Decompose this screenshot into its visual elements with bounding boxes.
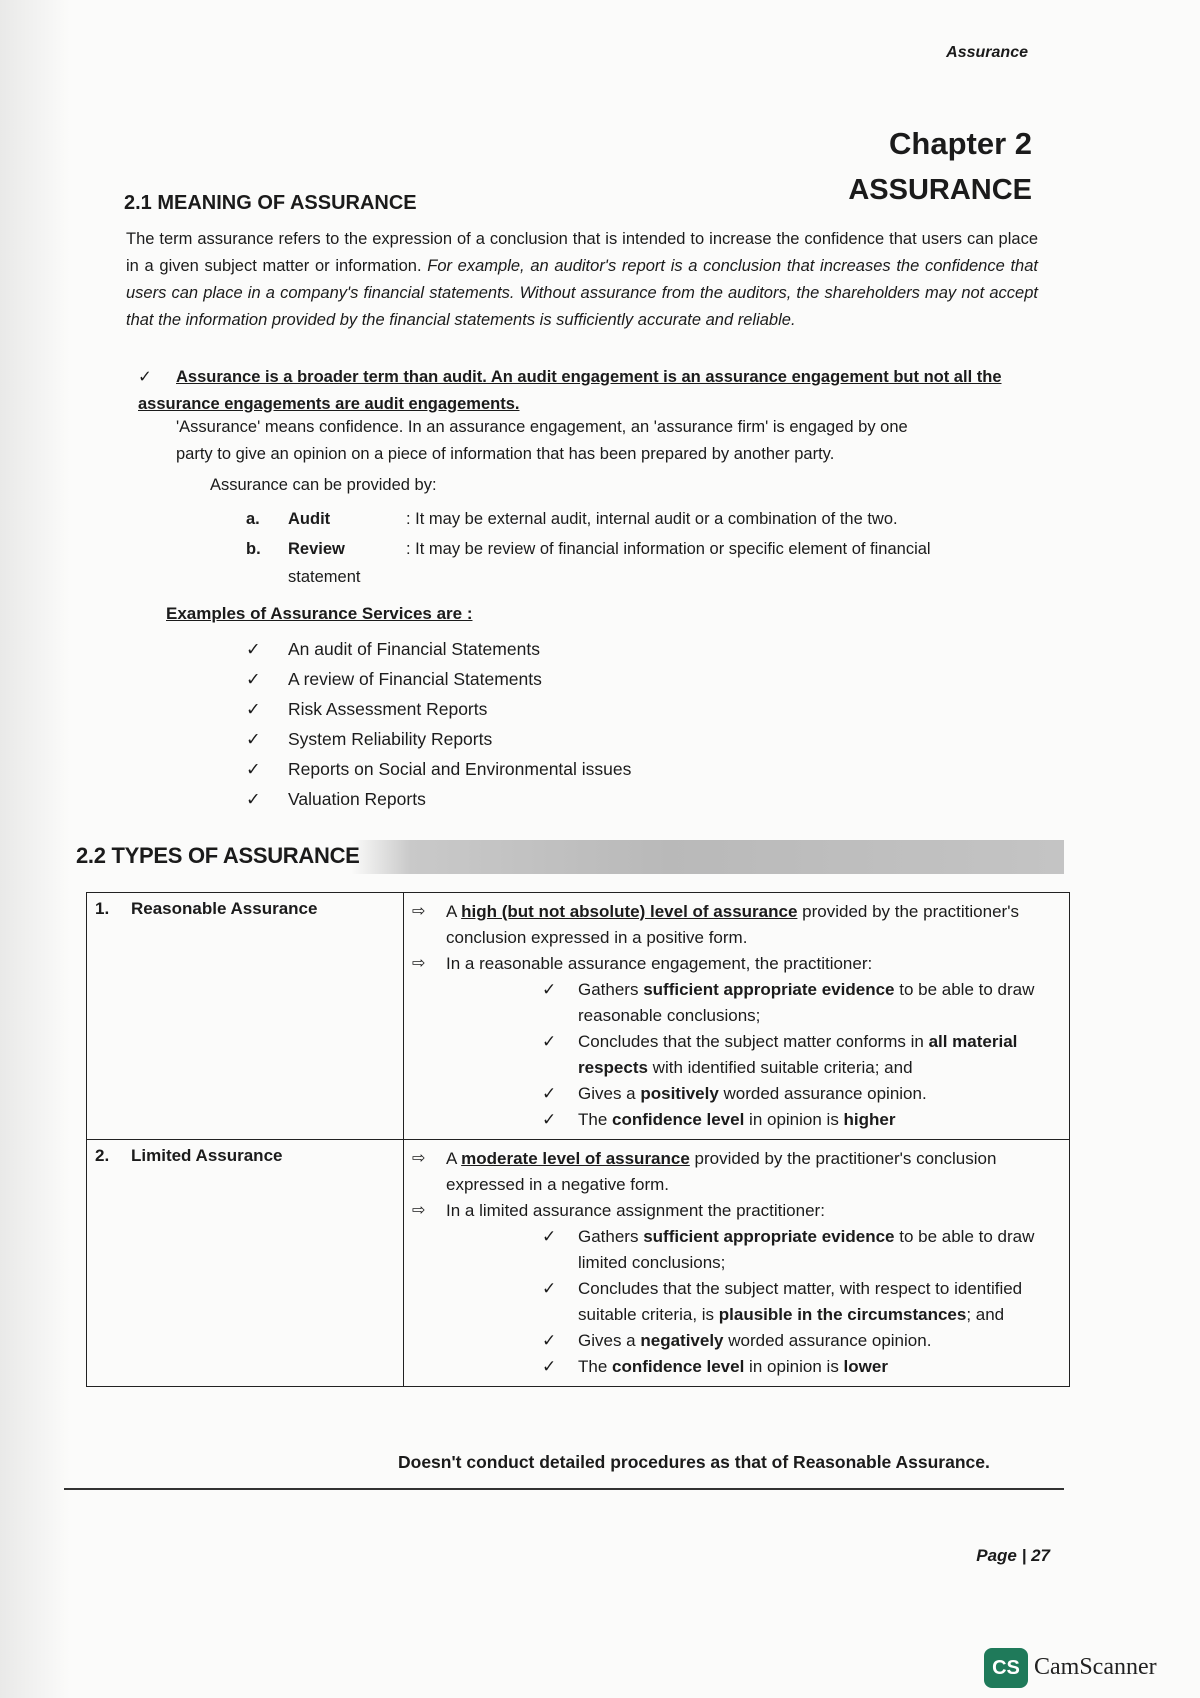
bottom-note: Doesn't conduct detailed procedures as that of Reasonable Assurance.	[398, 1452, 990, 1472]
text-c: ; and	[966, 1305, 1005, 1324]
page-edge-shadow	[0, 0, 70, 1698]
running-header: Assurance	[946, 44, 1028, 61]
check-icon: ✓	[246, 728, 261, 749]
text-c: with identified suitable criteria; and	[647, 1058, 913, 1077]
table-row	[87, 1140, 1070, 1387]
confidence-line-1: 'Assurance' means confidence. In an assurance engagement, an 'assurance firm' is engaged by one	[176, 418, 908, 436]
item-letter-a: a.	[246, 510, 260, 528]
chapter-title: ASSURANCE	[848, 174, 1032, 206]
text-c: worded assurance opinion.	[723, 1331, 932, 1350]
arrow-right-icon: ⇨	[412, 1150, 426, 1167]
check-icon: ✓	[542, 1032, 557, 1051]
check-point-text	[578, 977, 1061, 1029]
meaning-text: The term assurance refers to the expression of a conclusion that is intended to increase the confidence that users can place in a given subject matter or information.	[126, 230, 1038, 275]
check-point-text	[578, 1276, 1061, 1328]
arrow-text-post: provided by the practitioner's conclusion expressed in a positive form.	[446, 902, 1019, 947]
broader-term-point	[138, 364, 1038, 418]
check-point-text	[578, 1224, 1061, 1276]
example-text: Risk Assessment Reports	[288, 698, 488, 719]
examples-heading: Examples of Assurance Services are :	[166, 604, 473, 623]
section-heading-types: 2.2 TYPES OF ASSURANCE	[76, 843, 360, 868]
text-d: higher	[843, 1110, 896, 1129]
check-point	[542, 1107, 1061, 1133]
check-icon: ✓	[246, 698, 261, 719]
camscanner-watermark: CamScanner	[1034, 1654, 1157, 1680]
check-icon: ✓	[138, 368, 152, 386]
check-point	[542, 1081, 1061, 1107]
arrow-point-text	[446, 1146, 1061, 1198]
check-icon: ✓	[246, 668, 261, 689]
row-title: Reasonable Assurance	[131, 899, 318, 918]
confidence-line-2: party to give an opinion on a piece of information that has been prepared by another party.	[176, 445, 835, 463]
text-a: Gives a	[578, 1084, 641, 1103]
text-c: to be able to draw reasonable conclusions;	[578, 980, 1035, 1025]
check-icon: ✓	[246, 788, 261, 809]
chapter-number: Chapter 2	[889, 126, 1032, 161]
text-a: Gives a	[578, 1331, 641, 1350]
item-desc-review-cont: statement	[288, 568, 361, 586]
list-item	[246, 664, 631, 694]
table-cell-description	[404, 1140, 1070, 1387]
item-letter-b: b.	[246, 540, 261, 558]
page-number: Page | 27	[976, 1546, 1050, 1565]
camscanner-logo-icon: CS	[984, 1648, 1028, 1688]
row-number: 1.	[95, 899, 110, 918]
arrow-text-pre: A	[446, 1149, 457, 1168]
check-point	[542, 1276, 1061, 1328]
check-point	[542, 1328, 1061, 1354]
arrow-point	[412, 951, 1061, 977]
check-icon: ✓	[542, 1110, 557, 1129]
table-row	[87, 893, 1070, 1140]
text-c: worded assurance opinion.	[718, 1084, 927, 1103]
text-a: Gathers	[578, 1227, 644, 1246]
text-b: confidence level	[612, 1110, 745, 1129]
text-b: all material respects	[578, 1032, 1018, 1077]
check-icon: ✓	[542, 1357, 557, 1376]
text-a: Concludes that the subject matter, with respect to identified suitable criteria, is	[578, 1279, 1023, 1324]
check-icon: ✓	[246, 638, 261, 659]
meaning-paragraph	[126, 226, 1038, 334]
check-point-text	[578, 1081, 927, 1107]
types-of-assurance-table	[86, 892, 1070, 1387]
table-cell-type	[87, 1140, 404, 1387]
arrow-right-icon: ⇨	[412, 1202, 426, 1219]
check-point-text	[578, 1029, 1061, 1081]
list-item	[246, 784, 631, 814]
text-d: lower	[843, 1357, 888, 1376]
text-a: Concludes that the subject matter conforms in	[578, 1032, 929, 1051]
arrow-point	[412, 899, 1061, 951]
item-desc-review: : It may be review of financial information or specific element of financial	[406, 540, 931, 558]
example-text: An audit of Financial Statements	[288, 638, 540, 659]
arrow-text-underlined: moderate level of assurance	[461, 1149, 690, 1168]
arrow-right-icon: ⇨	[412, 903, 426, 920]
arrow-point-text: In a limited assurance assignment the practitioner:	[446, 1201, 825, 1220]
row-title: Limited Assurance	[131, 1146, 283, 1165]
arrow-text-pre: A	[446, 902, 457, 921]
item-desc-audit: : It may be external audit, internal audit or a combination of the two.	[406, 510, 898, 528]
meaning-example-text: For example, an auditor's report is a conclusion that increases the confidence that users can place in a company's financial statements. Without assurance from the auditors, the shareholders may not accept that the information provided by the financial statements is sufficiently accurate and reliable.	[126, 257, 1038, 329]
list-item	[246, 634, 631, 664]
example-text: Reports on Social and Environmental issues	[288, 758, 632, 779]
check-icon: ✓	[542, 1084, 557, 1103]
text-c: in opinion is	[744, 1110, 844, 1129]
text-c: in opinion is	[744, 1357, 844, 1376]
check-icon: ✓	[542, 980, 557, 999]
text-a: The	[578, 1110, 613, 1129]
examples-list	[246, 634, 631, 814]
arrow-point-text	[446, 899, 1061, 951]
example-text: System Reliability Reports	[288, 728, 493, 749]
example-text: A review of Financial Statements	[288, 668, 542, 689]
list-item	[246, 694, 631, 724]
check-icon: ✓	[542, 1279, 557, 1298]
table-cell-description	[404, 893, 1070, 1140]
item-name-review: Review	[288, 540, 345, 558]
broader-term-text: Assurance is a broader term than audit. An audit engagement is an assurance engagement but not all the assurance engagements are audit engagements.	[138, 368, 1002, 413]
arrow-point	[412, 1146, 1061, 1198]
check-point-text	[578, 1107, 896, 1133]
text-b: negatively	[640, 1331, 724, 1350]
item-name-audit: Audit	[288, 510, 331, 528]
text-b: plausible in the circumstances	[718, 1305, 967, 1324]
check-icon: ✓	[542, 1227, 557, 1246]
text-b: positively	[640, 1084, 719, 1103]
check-point	[542, 977, 1061, 1029]
text-a: The	[578, 1357, 613, 1376]
text-b: confidence level	[612, 1357, 745, 1376]
section-heading-types-bar	[74, 840, 1064, 874]
check-point	[542, 1354, 1061, 1380]
table-cell-type	[87, 893, 404, 1140]
check-point-text	[578, 1354, 888, 1380]
provided-by-line: Assurance can be provided by:	[210, 476, 437, 494]
check-icon: ✓	[246, 758, 261, 779]
text-a: Gathers	[578, 980, 644, 999]
check-point-text	[578, 1328, 931, 1354]
arrow-point-text: In a reasonable assurance engagement, the practitioner:	[446, 954, 873, 973]
row-number: 2.	[95, 1146, 110, 1165]
arrow-text-underlined: high (but not absolute) level of assurance	[461, 902, 798, 921]
arrow-right-icon: ⇨	[412, 955, 426, 972]
check-point	[542, 1029, 1061, 1081]
text-c: to be able to draw limited conclusions;	[578, 1227, 1035, 1272]
arrow-text-post: provided by the practitioner's conclusion expressed in a negative form.	[446, 1149, 997, 1194]
list-item	[246, 724, 631, 754]
bottom-divider	[64, 1488, 1064, 1490]
check-point	[542, 1224, 1061, 1276]
example-text: Valuation Reports	[288, 788, 426, 809]
list-item	[246, 754, 631, 784]
text-b: sufficient appropriate evidence	[643, 1227, 895, 1246]
section-heading-meaning: 2.1 MEANING OF ASSURANCE	[124, 192, 417, 214]
text-b: sufficient appropriate evidence	[643, 980, 895, 999]
check-icon: ✓	[542, 1331, 557, 1350]
arrow-point	[412, 1198, 1061, 1224]
